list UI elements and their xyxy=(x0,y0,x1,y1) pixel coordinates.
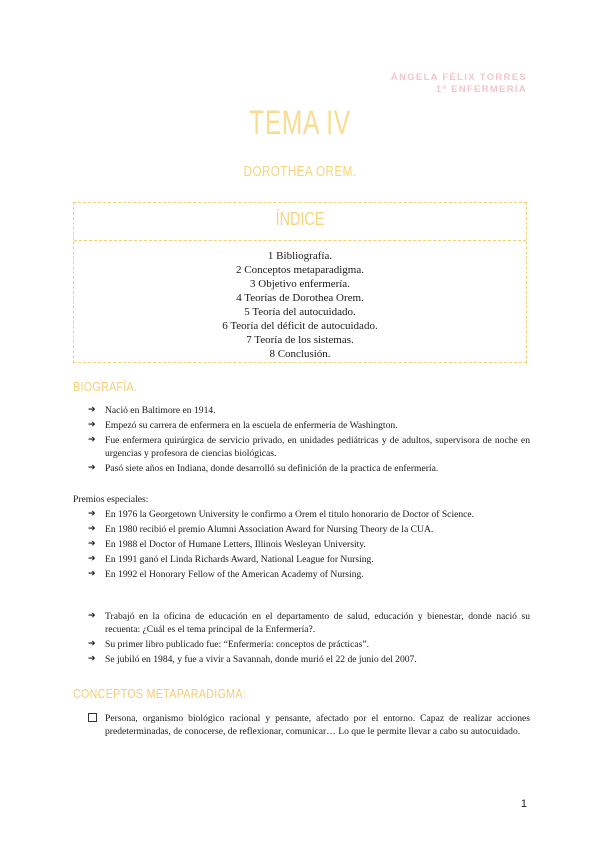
conceptos-list xyxy=(88,712,530,740)
arrow-icon: ➔ xyxy=(88,539,96,549)
author-name: ÁNGELA FÉLIX TORRES xyxy=(390,72,527,83)
list-item: ➔ Trabajó en la oficina de educación en el departamento de salud, educación y bienestar, donde nació su recuenta: ¿Cuál es el tema principal de la Enfermería?. xyxy=(88,611,530,635)
index-item: 6 Teoría del déficit de autocuidado. xyxy=(222,320,378,332)
list-item: Persona, organismo biológico racional y pensante, afectado por el entorno. Capaz de realizar acciones predeterminadas, de conocerse, de reflexionar, comunicar… Lo que le permite llevar a cabo su autocuidado. xyxy=(88,712,530,738)
list-item: ➔ Empezó su carrera de enfermera en la escuela de enfermería de Washington. xyxy=(88,420,398,431)
index-title: ÍNDICE xyxy=(275,209,325,229)
biografia-heading: BIOGRAFÍA. xyxy=(73,379,138,394)
biografia-more-list xyxy=(88,610,530,668)
premios-label: Premios especiales: xyxy=(73,494,149,505)
arrow-icon: ➔ xyxy=(88,435,96,445)
page-number: 1 xyxy=(520,798,527,810)
list-item: ➔ Fue enfermera quirúrgica de servicio privado, en unidades pediátricas y de adultos, supervisora de noche en urgencias y profesora de ciencias biológicas. xyxy=(88,435,530,459)
page-subtitle: DOROTHEA OREM. xyxy=(243,163,357,180)
conceptos-heading: CONCEPTOS METAPARADIGMA: xyxy=(73,686,247,701)
index-list xyxy=(74,249,526,361)
index-item: 5 Teoría del autocuidado. xyxy=(244,306,356,318)
list-item: ➔ Su primer libro publicado fue: “Enfermería: conceptos de prácticas”. xyxy=(88,639,369,650)
arrow-icon: ➔ xyxy=(88,405,96,415)
arrow-icon: ➔ xyxy=(88,554,96,564)
list-item: ➔ Pasó siete años en Indiana, donde desarrolló su definición de la practica de enfermería. xyxy=(88,463,439,474)
index-item: 2 Conceptos metaparadigma. xyxy=(236,264,364,276)
arrow-icon: ➔ xyxy=(88,611,96,621)
biografia-list xyxy=(88,404,530,477)
arrow-icon: ➔ xyxy=(88,463,96,473)
index-divider xyxy=(74,240,526,241)
arrow-icon: ➔ xyxy=(88,524,96,534)
index-item: 8 Conclusión. xyxy=(269,348,331,360)
premios-list xyxy=(88,508,530,583)
list-item: ➔ En 1980 recibió el premio Alumni Association Award for Nursing Theory de la CUA. xyxy=(88,524,434,535)
index-item: 3 Objetivo enfermería. xyxy=(250,278,350,290)
list-item: ➔ Se jubiló en 1984, y fue a vivir a Savannah, donde murió el 22 de junio del 2007. xyxy=(88,654,417,665)
arrow-icon: ➔ xyxy=(88,509,96,519)
list-item: ➔ En 1991 ganó el Linda Richards Award, National League for Nursing. xyxy=(88,554,374,565)
author-course: 1º ENFERMERÍA xyxy=(435,84,527,95)
arrow-icon: ➔ xyxy=(88,639,96,649)
author-header xyxy=(391,72,527,96)
list-item: ➔ Nació en Baltimore en 1914. xyxy=(88,405,216,416)
page-title: TEMA IV xyxy=(249,104,351,142)
index-item: 7 Teoría de los sistemas. xyxy=(246,334,354,346)
list-item: ➔ En 1976 la Georgetown University le confirmo a Orem el titulo honorario de Doctor of Science. xyxy=(88,509,475,520)
arrow-icon: ➔ xyxy=(88,654,96,664)
list-item: ➔ En 1988 el Doctor of Humane Letters, Illinois Wesleyan University. xyxy=(88,539,366,550)
index-item: 4 Teorías de Dorothea Orem. xyxy=(236,292,364,304)
index-box xyxy=(73,202,527,363)
arrow-icon: ➔ xyxy=(88,420,96,430)
list-item: ➔ En 1992 el Honorary Fellow of the American Academy of Nursing. xyxy=(88,569,364,580)
arrow-icon: ➔ xyxy=(88,569,96,579)
checkbox-icon xyxy=(88,713,97,722)
index-item: 1 Bibliografía. xyxy=(267,250,333,262)
